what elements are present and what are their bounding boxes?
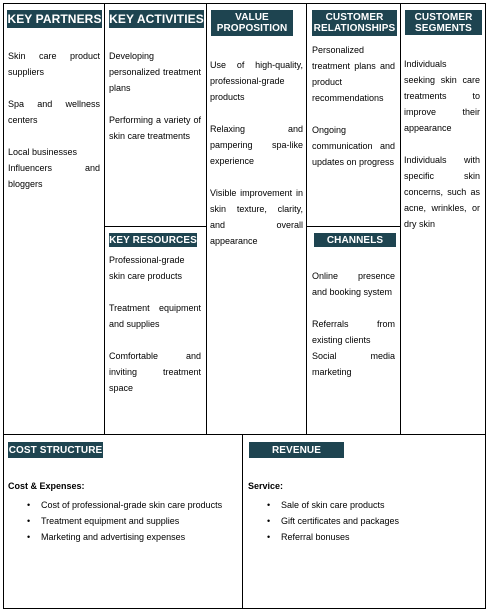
cost-structure-block: [8, 481, 238, 545]
customer-relationships-title-line1: CUSTOMER: [325, 12, 384, 23]
key-resources-title: KEY RESOURCES: [109, 234, 197, 246]
customer-relationships-title-line2: RELATIONSHIPS: [313, 23, 396, 34]
revenue-list: [248, 497, 478, 545]
value-proposition-title-line2: PROPOSITION: [216, 23, 288, 34]
divider-activities-value: [206, 3, 207, 435]
channels-item: Referrals from existing clients: [312, 319, 395, 345]
key-resources-item: Comfortable and inviting treatment space: [109, 351, 201, 393]
cost-structure-item: • Cost of professional-grade skin care products: [41, 497, 238, 513]
customer-segments-title-line2: SEGMENTS: [415, 22, 472, 34]
value-proposition-item: Visible improvement in skin texture, clarity, and overall appearance: [210, 188, 303, 246]
revenue-item: • Referral bonuses: [281, 529, 478, 545]
revenue-item: • Gift certificates and packages: [281, 513, 478, 529]
cost-structure-item: • Treatment equipment and supplies: [41, 513, 238, 529]
left-border: [3, 3, 4, 609]
key-partners-item: Skin care product suppliers: [8, 51, 100, 77]
bottom-border: [3, 608, 486, 609]
channels-item: Social media marketing: [312, 351, 395, 377]
key-resources-item: Professional-grade skin care products: [109, 255, 185, 281]
value-proposition-item: Relaxing and pampering spa-like experience: [210, 124, 303, 166]
customer-segments-item: Individuals with specific skin concerns, such as acne, wrinkles, or dry skin: [404, 155, 480, 229]
key-partners-list: [8, 48, 100, 192]
cost-structure-label: Cost & Expenses:: [8, 481, 85, 491]
key-partners-item: Influencers and bloggers: [8, 163, 100, 189]
divider-relationships-segments: [400, 3, 401, 435]
customer-segments-list: [404, 56, 480, 232]
value-proposition-title: [211, 10, 293, 36]
key-activities-item: Developing personalized treatment plans: [109, 51, 201, 93]
key-resources-item: Treatment equipment and supplies: [109, 303, 201, 329]
key-activities-list: [109, 48, 201, 144]
customer-segments-title-line1: CUSTOMER: [414, 11, 473, 23]
cost-structure-title: COST STRUCTURE: [8, 442, 103, 458]
middle-divider: [3, 434, 486, 435]
customer-segments-title: [405, 10, 482, 35]
key-resources-list: [109, 252, 201, 396]
customer-relationships-list: [312, 42, 395, 170]
revenue-item: • Sale of skin care products: [281, 497, 478, 513]
right-border: [485, 3, 486, 609]
cost-structure-list: [8, 497, 238, 545]
key-activities-title: KEY ACTIVITIES: [109, 12, 204, 26]
channels-title: CHANNELS: [314, 233, 396, 247]
divider-activities-resources: [104, 226, 207, 227]
cost-structure-item: • Marketing and advertising expenses: [41, 529, 238, 545]
value-proposition-item: Use of high-quality, professional-grade products: [210, 60, 303, 102]
key-partners-title: KEY PARTNERS: [7, 12, 102, 26]
revenue-label: Service:: [248, 481, 284, 491]
top-border: [3, 3, 486, 4]
channels-item: Online presence and booking system: [312, 271, 395, 297]
divider-partners-activities: [104, 3, 105, 435]
divider-value-relationships: [306, 3, 307, 435]
divider-cost-revenue: [242, 434, 243, 609]
channels-list: [312, 268, 395, 380]
revenue-block: [248, 481, 478, 545]
customer-relationships-item: Ongoing communication and updates on progress: [312, 125, 395, 167]
revenue-title: REVENUE: [249, 442, 344, 458]
key-partners-item: Spa and wellness centers: [8, 99, 100, 125]
key-partners-item: Local businesses: [8, 147, 78, 157]
divider-relationships-channels: [306, 226, 401, 227]
key-activities-item: Performing a variety of skin care treatments: [109, 115, 201, 141]
customer-segments-item: Individuals seeking skin care treatments to improve their appearance: [404, 59, 480, 133]
customer-relationships-title: [312, 10, 397, 36]
value-proposition-list: [210, 57, 303, 249]
value-proposition-title-line1: VALUE: [235, 12, 269, 23]
customer-relationships-item: Personalized treatment plans and product recommendations: [312, 45, 395, 103]
